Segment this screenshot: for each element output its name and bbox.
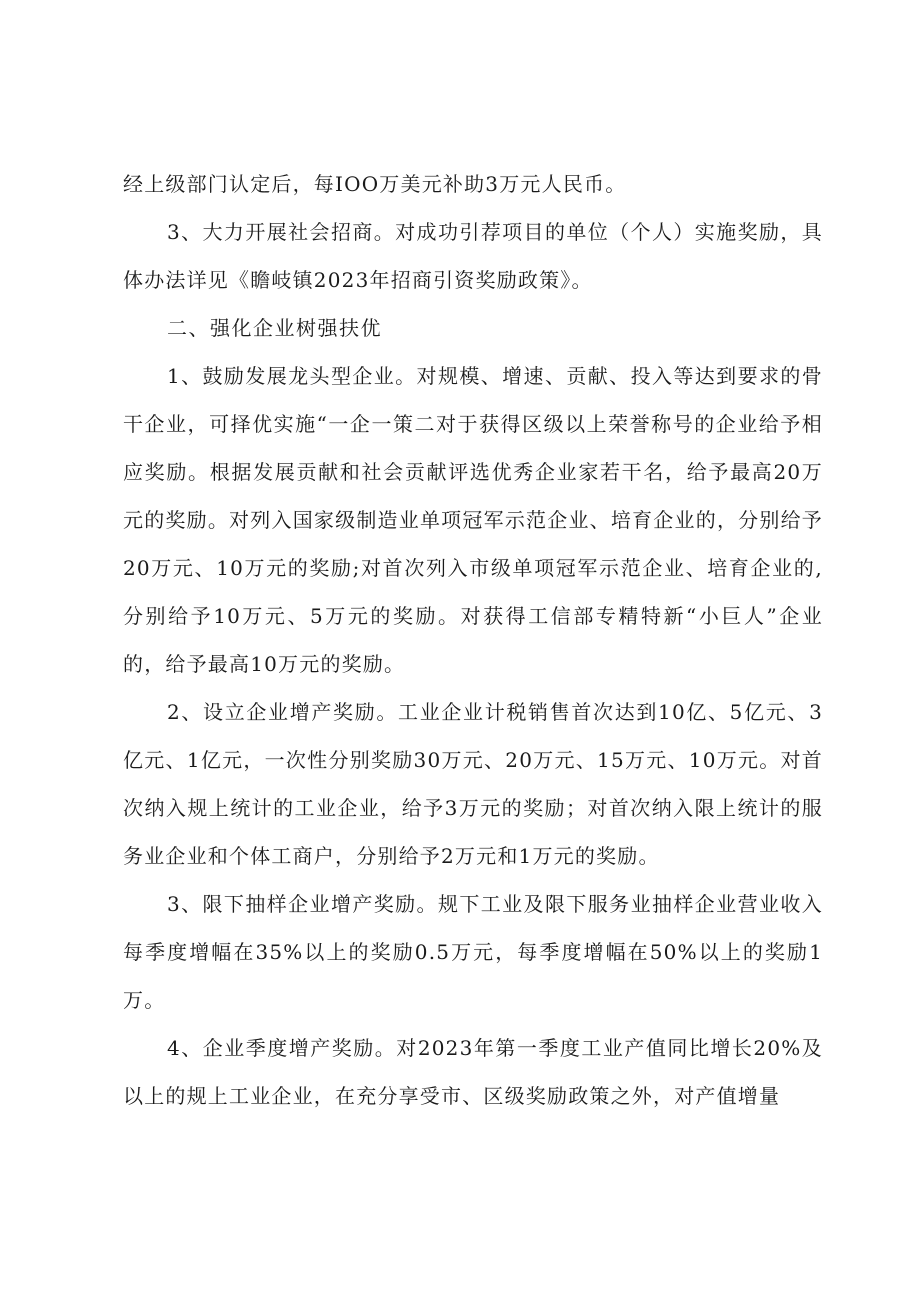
paragraph-production-increase: 2、设立企业增产奖励。工业企业计税销售首次达到10亿、5亿元、3亿元、1亿元，一次性分别奖励30万元、20万元、15万元、10万元。对首次纳入规上统计的工业企业，给予3万元的奖励；对首次纳入限上统计的服务业企业和个体工商户，分别给予2万元和1万元的奖励。 xyxy=(123,700,823,868)
section-heading: 二、强化企业树强扶优 xyxy=(167,316,382,340)
document-body xyxy=(123,160,823,1120)
paragraph-leading-enterprises: 1、鼓励发展龙头型企业。对规模、增速、贡献、投入等达到要求的骨干企业，可择优实施“一企一策二对于获得区级以上荣誉称号的企业给予相应奖励。根据发展贡献和社会贡献评选优秀企业家若干名，给予最高20万元的奖励。对列入国家级制造业单项冠军示范企业、培育企业的，分别给予20万元、10万元的奖励;对首次列入市级单项冠军示范企业、培育企业的,分别给予10万元、5万元的奖励。对获得工信部专精特新“小巨人”企业的，给予最高10万元的奖励。 xyxy=(123,364,823,676)
paragraph-social-investment: 3、大力开展社会招商。对成功引荐项目的单位（个人）实施奖励，具体办法详见《瞻岐镇2023年招商引资奖励政策》。 xyxy=(123,220,823,292)
paragraph-continuation: 经上级部门认定后，每IOO万美元补助3万元人民币。 xyxy=(123,172,627,196)
paragraph-sample-enterprises: 3、限下抽样企业增产奖励。规下工业及限下服务业抽样企业营业收入每季度增幅在35%以上的奖励0.5万元，每季度增幅在50%以上的奖励1万。 xyxy=(123,892,823,1012)
paragraph-quarterly-reward: 4、企业季度增产奖励。对2023年第一季度工业产值同比增长20%及以上的规上工业企业，在充分享受市、区级奖励政策之外，对产值增量 xyxy=(123,1036,823,1108)
